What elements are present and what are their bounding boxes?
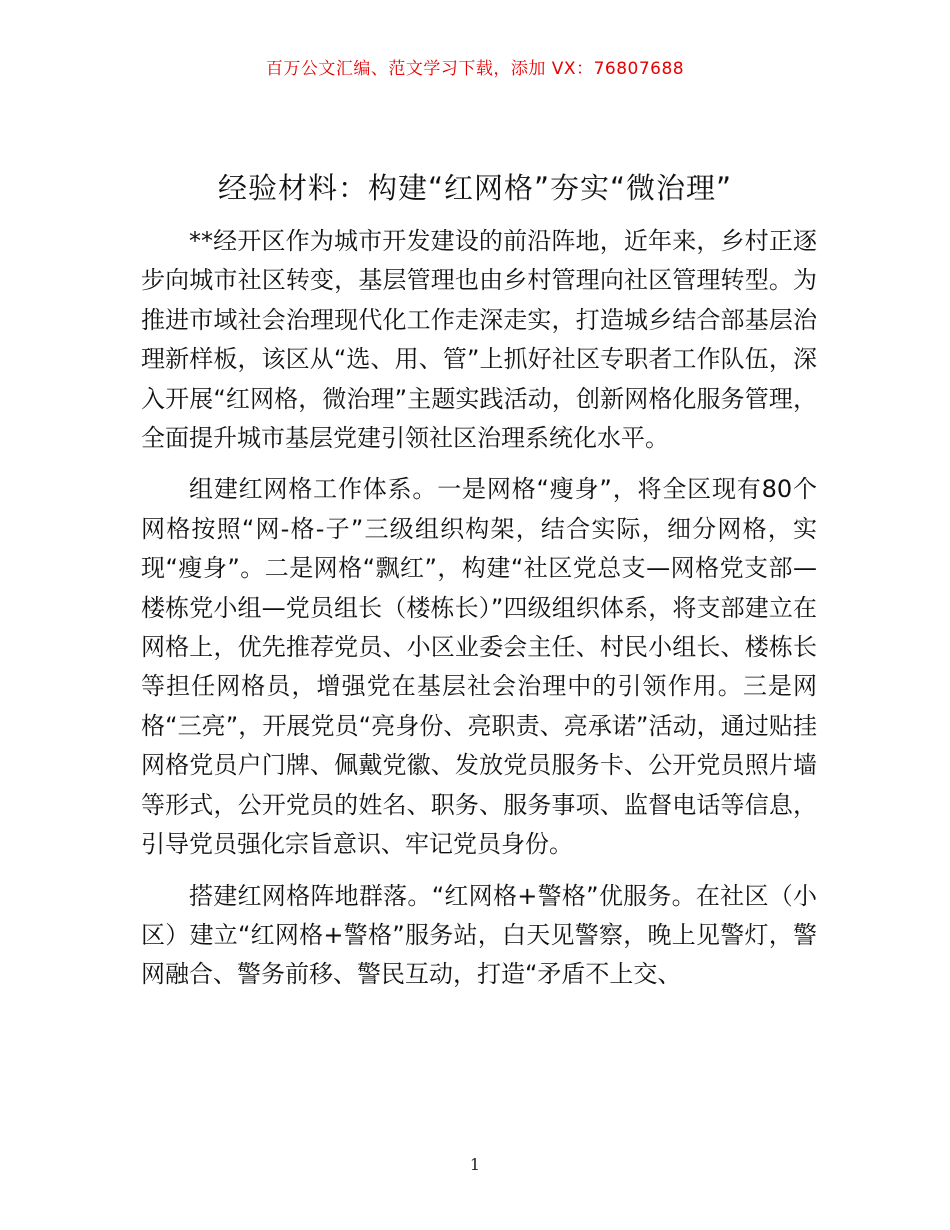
paragraph-position: 搭建红网格阵地群落。“红网格+警格”优服务。在社区（小区）建立“红网格+警格”服务站，白天见警察，晚上见警灯，警网融合、警务前移、警民互动，打造“矛盾不上交、 bbox=[141, 881, 817, 989]
watermark-header: 百万公文汇编、范文学习下载，添加 VX：76807688 bbox=[265, 59, 685, 79]
paragraph-intro: **经开区作为城市开发建设的前沿阵地，近年来，乡村正逐步向城市社区转变，基层管理也由乡村管理向社区管理转型。为推进市域社会治理现代化工作走深走实，打造城乡结合部基层治理新样板，该区从“选、用、管”上抓好社区专职者工作队伍，深入开展“红网格，微治理”主题实践活动，创新网格化服务管理，全面提升城市基层党建引领社区治理系统化水平。 bbox=[141, 227, 817, 453]
page-number: 1 bbox=[469, 1155, 481, 1174]
paragraph-system: 组建红网格工作体系。一是网格“瘦身”，将全区现有80个网格按照“网-格-子”三级组织构架，结合实际，细分网格，实现“瘦身”。二是网格“飘红”，构建“社区党总支—网格党支部—楼栋党小组—党员组长（楼栋长）”四级组织体系，将支部建立在网格上，优先推荐党员、小区业委会主任、村民小组长、楼栋长等担任网格员，增强党在基层社会治理中的引领作用。三是网格“三亮”，开展党员“亮身份、亮职责、亮承诺”活动，通过贴挂网格党员户门牌、佩戴党徽、发放党员服务卡、公开党员照片墙等形式，公开党员的姓名、职务、服务事项、监督电话等信息，引导党员强化宗旨意识、牢记党员身份。 bbox=[141, 475, 817, 859]
document-body bbox=[141, 222, 817, 995]
document-title: 经验材料：构建“红网格”夯实“微治理” bbox=[217, 171, 733, 205]
